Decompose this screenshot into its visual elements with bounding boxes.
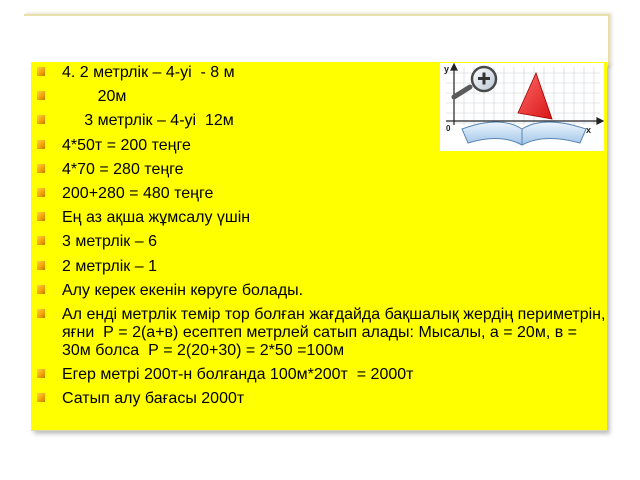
open-book-icon bbox=[462, 122, 586, 145]
origin-label: 0 bbox=[446, 124, 451, 133]
grid bbox=[446, 67, 600, 125]
list-item-text: 4*70 = 280 теңге bbox=[62, 160, 184, 178]
list-item-text: 200+280 = 480 теңге bbox=[62, 184, 214, 202]
list-item-text: Сатып алу бағасы 2000т bbox=[62, 390, 245, 408]
list-item-text: Егер метрі 200т-н болғанда 100м*200т = 2000т bbox=[62, 366, 414, 384]
bullet-icon bbox=[37, 261, 45, 270]
bullet-icon bbox=[37, 91, 45, 100]
magnifier-icon bbox=[454, 67, 496, 97]
triangle-shape bbox=[518, 73, 552, 119]
coordinate-grid-illustration bbox=[440, 63, 604, 151]
bullet-icon bbox=[37, 393, 45, 402]
title-frame bbox=[24, 14, 610, 68]
list-item bbox=[36, 258, 606, 276]
list-item-text: 2 метрлік – 1 bbox=[62, 257, 157, 275]
bullet-icon bbox=[37, 140, 45, 149]
list-item bbox=[36, 282, 606, 300]
list-item bbox=[36, 209, 606, 227]
bullet-icon bbox=[37, 212, 45, 221]
list-item-text: Ал енді метрлік темір тор болған жағдайда бақшалық жердің периметрін, яғни Р = 2(а+в) есептеп метрлей сатып алады: Мысалы, а = 20м, в = 30м болса Р = 2(20+30) = 2*50 =100м bbox=[62, 305, 610, 359]
geometry-clipart bbox=[440, 63, 604, 151]
list-item bbox=[36, 185, 606, 203]
x-axis-label: х bbox=[586, 125, 592, 135]
list-item bbox=[36, 161, 606, 179]
list-item-text: Ең аз ақша жұмсалу үшін bbox=[62, 209, 251, 227]
list-item bbox=[36, 366, 606, 384]
bullet-icon bbox=[37, 67, 45, 76]
bullet-icon bbox=[37, 188, 45, 197]
list-item-text: 4. 2 метрлік – 4-уі - 8 м bbox=[62, 64, 235, 81]
bullet-icon bbox=[37, 309, 45, 318]
list-item bbox=[36, 233, 606, 251]
list-item-text: 20м bbox=[62, 88, 127, 106]
bullet-icon bbox=[37, 164, 45, 173]
list-item-text: Алу керек екенін көруге болады. bbox=[62, 281, 304, 299]
y-axis-label: у bbox=[444, 64, 450, 74]
bullet-icon bbox=[37, 115, 45, 124]
list-item-text: 3 метрлік – 4-уі 12м bbox=[62, 112, 234, 130]
list-item-text: 3 метрлік – 6 bbox=[62, 233, 157, 251]
list-item bbox=[36, 305, 610, 360]
bullet-icon bbox=[37, 285, 45, 294]
bullet-icon bbox=[37, 236, 45, 245]
bullet-icon bbox=[37, 369, 45, 378]
list-item bbox=[36, 390, 606, 408]
list-item-text: 4*50т = 200 теңге bbox=[62, 136, 191, 154]
